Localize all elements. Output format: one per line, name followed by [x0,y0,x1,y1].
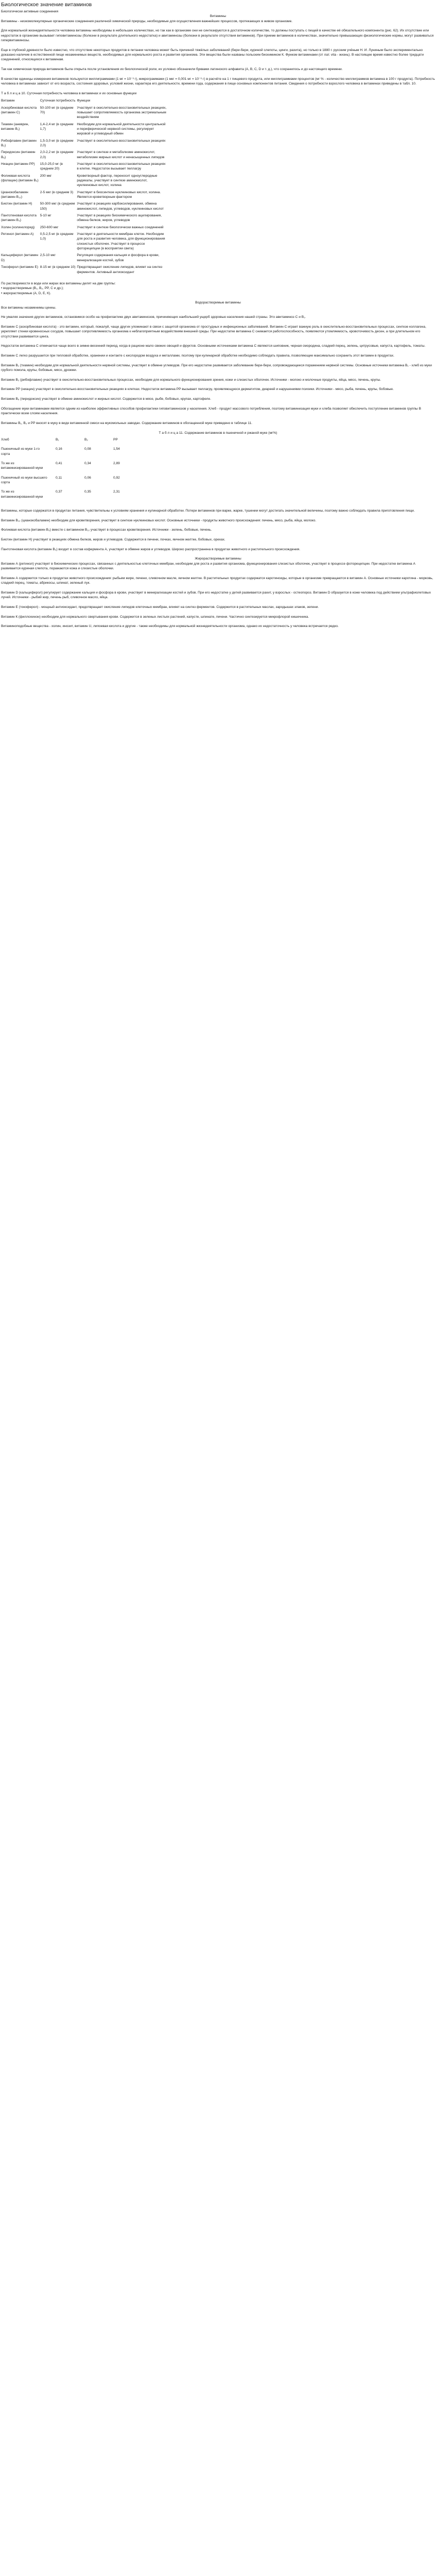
table-row [1,139,168,150]
table-cell: Токоферол (витамин Е) [1,265,39,269]
table-cell: 0,08 [84,447,91,451]
table-row [1,461,142,476]
table-cell: 0,5-2,5 мг (в среднем 1,0) [40,232,74,241]
table-cell: Пантотеновая кислота (витамин B₃) [1,214,37,223]
section-heading-water-soluble: Водорастворимые витамины [195,301,241,305]
list-item: • водорастворимые (B₁, B₂, PP, С и др.); [1,286,64,291]
table-cell: Участвует в синтезе биологически важных соединений [77,225,164,229]
table-cell: 0,37 [56,490,62,494]
body-paragraph: Фолиевая кислота (витамин B₉) вместе с витамином B₁₂ участвует в процессах кроветворения. Источники - зелень, бобовые, печень. [1,528,212,532]
body-paragraph: Витаминоподобные вещества - холин, инозит, витамин U, липоевая кислота и другие - также необходимы для нормальной жизнедеятельности организма, однако их недостаточность у человека встречается редко. [1,624,339,629]
table-row [1,150,168,162]
body-paragraph: Витамины B₁, B₂ и PP вносят в муку в виде витаминной смеси на мукомольных заводах. Содержание витаминов в обогащенной муке приведено в таблице 11. [1,421,252,425]
table-cell: 5-10 мг [40,214,51,218]
table-cell: 0,16 [56,447,62,451]
table-cell: Тиамин (аневрин, витамин B₁) [1,122,29,131]
table-row [1,201,168,213]
after-table-section [1,509,435,552]
intro-paragraph: Еще в глубокой древности было известно, что отсутствие некоторых продуктов в питании человека может быть причиной тяжёлых заболеваний (бери-бери, куриной слепоты, цинги, рахита), но только в 1880 г. русским учёным Н. И. Луниным было экспериментально доказано наличие в естественной пище незаменимых веществ, необходимых для нормального роста и развития организма. Эти вещества были названы польским биохимиком К. Функом витаминами (от лат. vita - жизнь). В настоящее время известно более тридцати соединений, относящихся к витаминам. [1,48,424,62]
body-paragraph: Витамин B₆ (пиридоксин) участвует в обмене аминокислот и жирных кислот. Содержится в мясе, рыбе, бобовых, крупах, картофеле. [1,397,211,401]
table-cell: 50-100 мг (в среднем 70) [40,106,74,114]
intro-section [1,19,435,87]
table-cell: 2,5-10 мкг [40,253,56,258]
body-paragraph: Витамин А (ретинол) участвует в биохимических процессах, связанных с деятельностью клеточных мембран, необходим для роста и развития организма, функционирования слизистых оболочек, участвует в процессе фоторецепции. При недостатке витамина А развивается куриная слепота, поражаются кожа и слизистые оболочки. [1,562,415,571]
table-cell: Необходим для нормальной деятельности центральной и периферической нервной системы, регулирует жировой и углеводный обмен [77,122,166,136]
body-paragraph: Недостаток витамина С отмечается чаще всего в зимне-весенний период, когда в рационе мало свежих овощей и фруктов. Основными источниками витамина С являются шиповник, черная смородина, сладкий перец, зелень, цитрусовые, капуста, картофель, томаты. [1,344,426,348]
table-cell: Ретинол (витамин А) [1,232,34,236]
table-cell: 50-300 мкг (в среднем 150) [40,202,75,211]
table-cell: Фолиевая кислота (фолацин) (витамин B₉) [1,174,39,182]
body-paragraph: Витамин D (кальциферол) регулирует содержание кальция и фосфора в крови, участвует в минерализации костей и зубов. При его недостатке у детей развивается рахит, у взрослых - остеопороз. Витамин D образуется в коже человека под действием ультрафиолетовых лучей. Источники - рыбий жир, печень рыб, сливочное масло, яйца. [1,590,431,600]
table-cell: Биотин (витамин Н) [1,202,32,206]
body-paragraph: Витамин С легко разрушается при тепловой обработке, хранении и контакте с кислородом воздуха и металлами, поэтому при кулинарной обработке необходимо соблюдать правила, позволяющие максимально сохранить этот витамин в продуктах. [1,354,394,358]
table-cell: 8-15 мг (в среднем 10) [40,265,76,269]
table-cell: Ниацин (витамин PP) [1,162,35,166]
table-cell: 2,89 [113,461,120,465]
table-header-cell: Функции [77,99,91,103]
page-subtitle: Биологически активные соединения [1,10,59,13]
body-paragraph: Витамин А содержится только в продуктах животного происхождения: рыбьем жире, печени, сливочном масле, яичном желтке. В растительных продуктах содержатся каротиноиды, которые в организме превращаются в витамин А. Основные источники каротина - морковь, сладкий перец, томаты, абрикосы, шпинат, зеленый лук. [1,576,433,585]
table-cell: 0,06 [84,476,91,480]
table-cell: То же из витаминизированной муки [1,461,43,470]
body-paragraph: Биотин (витамин Н) участвует в реакциях обмена белков, жиров и углеводов. Содержится в печени, почках, яичном желтке, бобовых, орехах. [1,538,225,541]
table-cell: 0,35 [84,490,91,494]
body-paragraph: Обогащение муки витаминами является одним из наиболее эффективных способов профилактики гиповитаминозов у населения. Хлеб - продукт массового потребления, поэтому витаминизация муки и хлеба позволяет обеспечить поступление витаминов группы B практически всем слоям населения. [1,406,422,416]
flour-vitamin-table [1,437,142,504]
body-paragraph: По растворимости в воде или жирах все витамины делят на две группы: [1,281,116,285]
list-item-text: жирорастворимые (A, D, Е, К). [3,291,51,295]
table-row [1,174,168,190]
table-cell: 2,0-2,2 мг (в среднем 2,0) [40,150,74,159]
table-cell: Участвует в реакциях карбоксилирования, обмена аминокислот, липидов, углеводов, нуклеиновых кислот [77,202,164,211]
table-row [1,106,168,122]
table-header-row [1,437,142,447]
table-caption: Т а б л и ц а 10. Суточная потребность человека в витаминах и их основные функции [1,91,137,95]
table-cell: Участвует в окислительно-восстановительных реакциях [77,139,166,143]
table-cell: Рибофлавин (витамин B₂) [1,139,37,147]
body-paragraph: Все витамины незаменимы ценны. [1,306,57,310]
table-header-cell: B₁ [56,437,59,442]
body-paragraph: Витамины, которые содержатся в продуктах питания, чувствительны к условиям хранения и кулинарной обработки. Потери витаминов при варке, жарке, тушении могут достигать значительной величины, поэтому важно соблюдать правила приготовления пищи. [1,509,415,513]
table-cell: 0,92 [113,476,120,480]
intro-paragraph: Витамины - низкомолекулярные органические соединения различной химической природы, необходимые для осуществления важнейших процессов, протекающих в живом организме. [1,19,293,23]
table-header-cell: PP [113,437,118,442]
table-cell: 15,0-25,0 мг (в среднем 20) [40,162,63,171]
fat-soluble-section [1,562,435,629]
table-row [1,162,168,174]
intro-paragraph: Для нормальной жизнедеятельности человека витамины необходимы в небольших количествах, но так как в организме они не синтезируются в достаточном количестве, то должны поступать с пищей в качестве её обязательного компонента (рис. 62). Их отсутствие или недостаток в организме вызывает гиповитаминозы (болезни в результате длительного недостатка) и авитаминозы (болезни в результате отсутствия витаминов). При приеме витаминов в количествах, значительно превышающих физиологические нормы, могут развиваться гипервитаминозы. [1,29,434,43]
water-soluble-section [1,306,435,426]
table-cell: 0,34 [84,461,91,465]
table-row [1,489,142,504]
page-title: Биологическое значение витаминов [1,2,92,8]
table-header-cell: Хлеб [1,437,9,442]
table-row [1,190,168,202]
table-cell: Участвует в окислительно-восстановительных реакциях, повышает сопротивляемость организма экстремальным воздействиям [77,106,167,120]
table-cell: Кальциферол (витамин D) [1,253,39,262]
table-cell: Холин (холинхлорид) [1,225,35,229]
body-paragraph: Не умаляя значения других витаминов, остановимся особо на профилактике двух авитаминозов, причиняющих наибольший ущерб здоровью населения нашей страны. Это авитаминоз С и B₁. [1,315,306,319]
table-cell: Участвует в синтезе и метаболизме аминокислот, метаболизме жирных кислот и ненасыщенных липидов [77,150,165,159]
table-header-cell: Витамин [1,99,15,103]
table-cell: 2-5 мкг (в среднем 3) [40,190,74,194]
table-cell: Участвует в окислительно-восстановительных реакциях в клетке. Недостаток вызывает пеллагру [77,162,166,171]
table-cell: Участвует в биосинтезе нуклеиновых кислот, холина. Является кроветворным фактором [77,190,161,199]
table-caption: Т а б л и ц а 11. Содержание витаминов в пшеничной и ржаной муке (мг%) [159,431,277,435]
body-paragraph: Витамин PP (ниацин) участвует в окислительно-восстановительных реакциях в клетках. Недостаток витамина PP вызывает пеллагру, проявляющуюся дерматитом, диареей и нарушениями психики. Источники - мясо, рыба, печень, крупы, бобовые. [1,387,394,392]
body-paragraph: Витамин С (аскорбиновая кислота) - это витамин, который, пожалуй, чаще других упоминают в связи с защитой организма от простудных и инфекционных заболеваний. Витамин С играет важную роль в окислительно-восстановительных процессах, синтезе коллагена, укрепляет стенки кровеносных сосудов, повышает сопротивляемость организма к неблагоприятным воздействиям внешней среды. При недостатке витамина С снижается работоспособность, появляются утомляемость, кровоточивость десен, а при длительном его отсутствии развивается цинга. [1,325,426,338]
table-header-cell: Суточная потребность [40,99,76,103]
table-row [1,213,168,225]
table-header-cell: B₂ [84,437,88,442]
table-cell: Пшеничный из муки 1-го сорта [1,447,40,456]
table-row [1,265,168,277]
body-paragraph: Витамин B₁₂ (цианокобаламин) необходим для кроветворения, участвует в синтезе нуклеиновых кислот. Основные источники - продукты животного происхождения: печень, мясо, рыба, яйца, молоко. [1,518,317,522]
table-cell: 1,5-3,0 мг (в среднем 2,0) [40,139,74,147]
body-paragraph: Пантотеновая кислота (витамин B₃) входит в состав кофермента А, участвует в обмене жиров и углеводов. Широко распространена в продуктах животного и растительного происхождения. [1,547,301,551]
body-paragraph: Витамин Е (токоферол) - мощный антиоксидант, предотвращает окисление липидов клеточных мембран, влияет на синтез ферментов. Содержится в растительных маслах, зародышах злаков, зелени. [1,605,319,609]
table-cell: Кроветворный фактор, переносит одноуглеродные радикалы, участвует в синтезе аминокислот, нуклеиновых кислот, холина [77,174,158,188]
table-row [1,225,168,232]
table-cell: То же из витаминизированной муки [1,490,43,499]
intro-paragraph: Так как химическая природа витаминов была открыта после установления их биологической роли, их условно обозначили буквами латинского алфавита (A, B, C, D и т. д.), что сохранилось и до настоящего времени. [1,67,343,72]
intro-paragraph: В качестве единицы измерения витаминов пользуются миллиграммами (1 мг = 10⁻³ г), микрограммами (1 мкг = 0,001 мг = 10⁻⁶ г) в расчёте на 1 г пищевого продукта, или миллиграммами процентов (мг % - количество миллиграммов витамина в 100 г продукта). Потребность человека в витаминах зависит от его возраста, состояния здоровья, условий жизни, характера его деятельности, времени года, содержания в пище основных компонентов питания. Сведения о потребности взрослого человека в витаминах приведены в табл. 10. [1,77,435,86]
list-item-text: водорастворимые (B₁, B₂, PP, С и др.); [3,286,64,291]
table-row [1,122,168,139]
table-cell: 1,4-2,4 мг (в среднем 1,7) [40,122,74,131]
table-row [1,476,142,490]
table-cell: Предотвращает окисление липидов, влияет на синтез ферментов. Активный антиоксидант [77,265,163,274]
table-cell: 1,54 [113,447,120,451]
table-row [1,447,142,461]
table-header-row [1,98,168,105]
table-cell: Аскорбиновая кислота (витамин С) [1,106,37,114]
section-heading-vitamins: Витамины [210,14,226,19]
table-cell: 200 мкг [40,174,52,178]
table-cell: Регуляция содержания кальция и фосфора в крови, минерализация костей, зубов [77,253,160,262]
table-cell: 250-600 мкг [40,225,59,229]
table-cell: 0,11 [56,476,62,480]
body-paragraph: Витамин B₁ (тиамин) необходим для нормальной деятельности нервной системы, участвует в обмене углеводов. При его недостатке развивается заболевание бери-бери, сопровождающееся поражением нервной системы. Основные источники витамина B₁ - хлеб из муки грубого помола, крупы, бобовые, мясо, дрожжи. [1,363,432,372]
table-row [1,232,168,253]
table-cell: 2,31 [113,490,120,494]
bullet-list [1,286,435,296]
list-item: • жирорастворимые (A, D, Е, К). [1,291,51,295]
table-cell: Участвует в реакциях биохимического ацилирования, обмена белков, жиров, углеводов [77,214,162,223]
table-cell: Пшеничный из муки высшего сорта [1,476,47,484]
section-heading-fat-soluble: Жирорастворимые витамины [195,557,241,561]
table-row [1,253,168,265]
table-cell: Участвует в деятельности мембран клеток. Необходим для роста и развития человека, для функционирования слизистых оболочек. Участвует в процессе фоторецепции (в восприятии света) [77,232,165,251]
vitamin-needs-table [1,98,168,277]
table-cell: Пиридоксин (витамин B₆) [1,150,36,159]
table-cell: Цианокобаламин (витамин B₁₂) [1,190,28,199]
body-paragraph: Витамин К (филлохинон) необходим для нормального свертывания крови. Содержится в зеленых листьях растений, капусте, шпинате, печени. Частично синтезируется микрофлорой кишечника. [1,615,309,619]
table-cell: 0,41 [56,461,62,465]
body-paragraph: Витамин B₂ (рибофлавин) участвует в окислительно-восстановительных процессах, необходим для нормального функционирования зрения, кожи и слизистых оболочек. Источники - молоко и молочные продукты, яйца, мясо, печень, крупы. [1,378,381,382]
